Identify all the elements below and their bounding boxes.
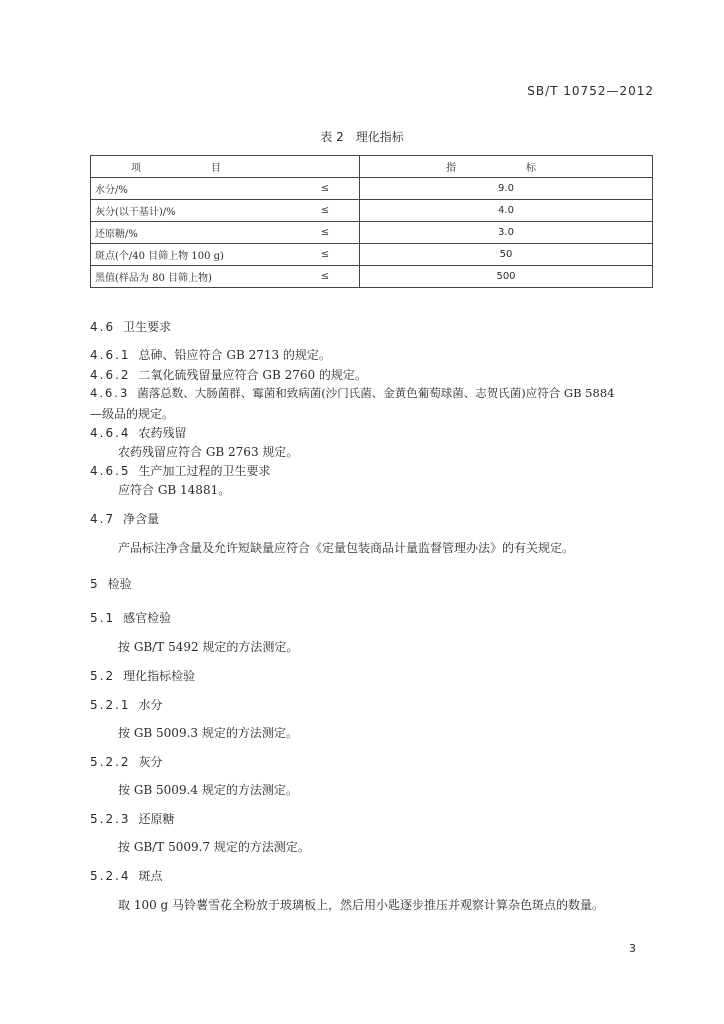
column-header-index: 指 标 xyxy=(360,156,653,178)
column-header-spacer xyxy=(291,156,360,178)
row-operator: ≤ xyxy=(291,200,360,222)
clause-number: 5.2.1 xyxy=(90,698,131,712)
clause-5-2-3-heading xyxy=(90,810,175,827)
row-value: 50 xyxy=(360,244,653,266)
section-title: 净含量 xyxy=(123,512,160,526)
table-row xyxy=(91,266,653,288)
clause-5-2-1-text: 按 GB 5009.3 规定的方法测定。 xyxy=(118,726,298,740)
clause-4-6-3 xyxy=(90,385,614,401)
section-5-1-heading xyxy=(90,609,171,626)
clause-number: 4.6.4 xyxy=(90,426,131,440)
table-row xyxy=(91,178,653,200)
clause-5-2-3-text: 按 GB/T 5009.7 规定的方法测定。 xyxy=(118,840,310,854)
clause-text: 总砷、铅应符合 GB 2713 的规定。 xyxy=(138,348,331,362)
section-number: 5.2 xyxy=(90,669,116,683)
clause-5-2-4-text: 取 100 g 马铃薯雪花全粉放于玻璃板上，然后用小匙逐步推压并观察计算杂色斑点的数量。 xyxy=(118,898,605,912)
clause-title: 水分 xyxy=(138,698,163,712)
column-header-item: 项 目 xyxy=(91,156,292,178)
table-row xyxy=(91,200,653,222)
chapter-title: 检验 xyxy=(107,577,132,591)
row-name: 灰分(以干基计)/% xyxy=(91,200,292,222)
row-name: 还原糖/% xyxy=(91,222,292,244)
section-4-6-heading xyxy=(90,318,171,335)
row-operator: ≤ xyxy=(291,178,360,200)
physicochemical-index-table xyxy=(90,155,653,288)
clause-4-6-1 xyxy=(90,346,331,363)
clause-4-6-3-continuation: —级品的规定。 xyxy=(90,407,175,421)
row-name: 水分/% xyxy=(91,178,292,200)
table-header-row xyxy=(91,156,653,178)
row-name: 斑点(个/40 目筛上物 100 g) xyxy=(91,244,292,266)
row-value: 500 xyxy=(360,266,653,288)
clause-4-6-2 xyxy=(90,366,367,383)
clause-5-2-1-heading xyxy=(90,696,163,713)
clause-number: 4.6.1 xyxy=(90,348,131,362)
section-title: 卫生要求 xyxy=(123,320,172,334)
table-caption: 表 2 理化指标 xyxy=(320,130,404,144)
section-4-7-heading xyxy=(90,510,159,527)
row-value: 4.0 xyxy=(360,200,653,222)
table-row xyxy=(91,222,653,244)
clause-number: 5.2.2 xyxy=(90,755,131,769)
clause-title: 灰分 xyxy=(138,755,163,769)
clause-number: 4.6.5 xyxy=(90,464,131,478)
clause-number: 5.2.4 xyxy=(90,869,131,883)
section-5-2-heading xyxy=(90,667,195,684)
clause-number: 5.2.3 xyxy=(90,812,131,826)
clause-4-6-5-text: 应符合 GB 14881。 xyxy=(118,483,231,497)
row-operator: ≤ xyxy=(291,222,360,244)
chapter-5-heading xyxy=(90,575,132,592)
clause-title: 农药残留 xyxy=(138,426,187,440)
row-operator: ≤ xyxy=(291,266,360,288)
row-value: 9.0 xyxy=(360,178,653,200)
clause-4-6-4-heading xyxy=(90,424,187,441)
clause-number: 4.6.2 xyxy=(90,368,131,382)
clause-title: 生产加工过程的卫生要求 xyxy=(138,464,271,478)
clause-4-6-4-text: 农药残留应符合 GB 2763 规定。 xyxy=(118,445,299,459)
clause-5-2-2-heading xyxy=(90,753,163,770)
clause-5-2-4-heading xyxy=(90,867,163,884)
clause-title: 斑点 xyxy=(138,869,163,883)
table-row xyxy=(91,244,653,266)
clause-number: 4.6.3 xyxy=(90,386,130,400)
section-title: 感官检验 xyxy=(123,611,172,625)
chapter-number: 5 xyxy=(90,577,100,591)
clause-4-6-5-heading xyxy=(90,462,271,479)
page-number: 3 xyxy=(629,942,636,955)
row-operator: ≤ xyxy=(291,244,360,266)
standard-code: SB/T 10752—2012 xyxy=(527,84,654,98)
row-value: 3.0 xyxy=(360,222,653,244)
section-number: 4.7 xyxy=(90,512,116,526)
section-title: 理化指标检验 xyxy=(123,669,196,683)
section-number: 5.1 xyxy=(90,611,116,625)
clause-text: 菌落总数、大肠菌群、霉菌和致病菌(沙门氏菌、金黄色葡萄球菌、志贺氏菌)应符合 GB 5884 xyxy=(137,386,615,400)
row-name: 黑值(样品为 80 目筛上物) xyxy=(91,266,292,288)
section-5-1-text: 按 GB/T 5492 规定的方法测定。 xyxy=(118,640,299,654)
clause-text: 二氧化硫残留量应符合 GB 2760 的规定。 xyxy=(138,368,367,382)
section-number: 4.6 xyxy=(90,320,116,334)
clause-5-2-2-text: 按 GB 5009.4 规定的方法测定。 xyxy=(118,783,298,797)
clause-title: 还原糖 xyxy=(138,812,175,826)
section-4-7-text: 产品标注净含量及允许短缺量应符合《定量包装商品计量监督管理办法》的有关规定。 xyxy=(118,541,575,555)
